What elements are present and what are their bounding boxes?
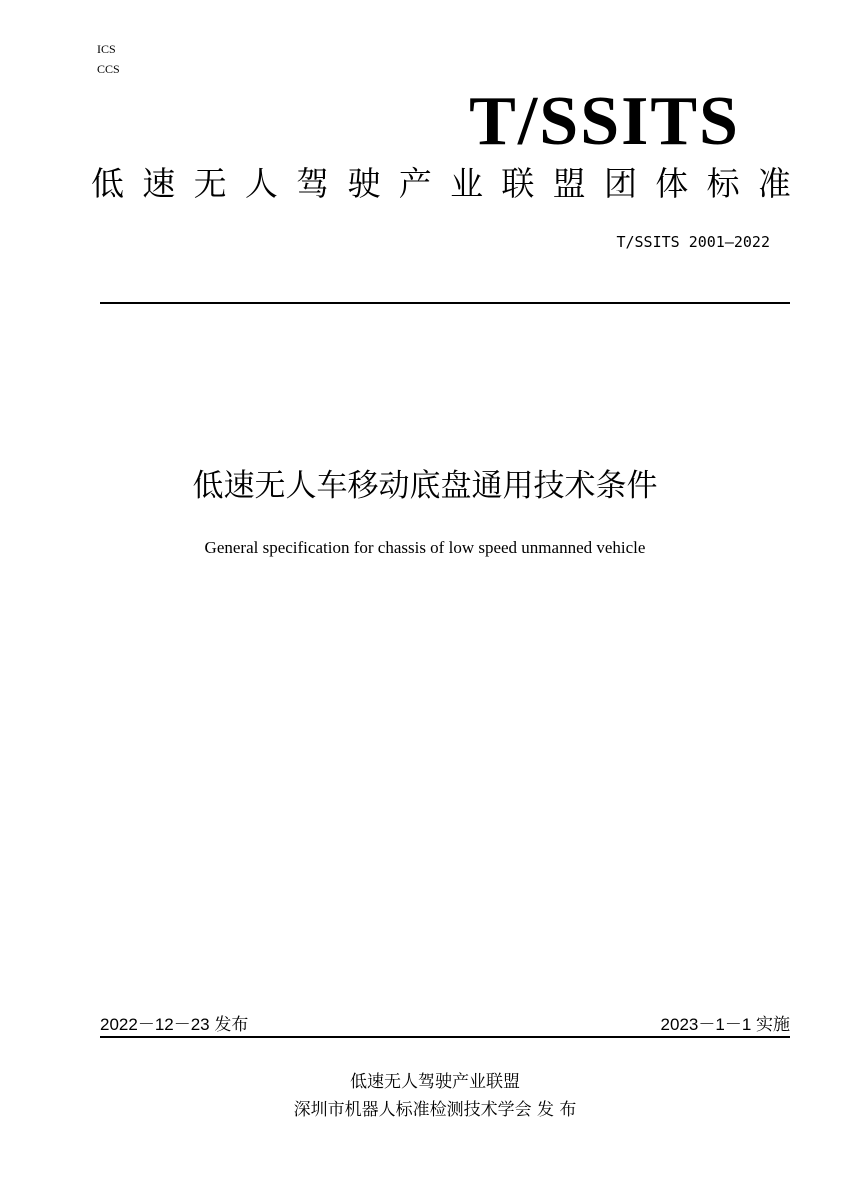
publisher-line-1: 低速无人驾驶产业联盟 <box>350 1072 520 1092</box>
org-title-char: 标 <box>706 164 740 203</box>
org-title-char: 驾 <box>296 164 330 203</box>
org-title-char: 驶 <box>347 164 381 203</box>
top-divider <box>100 302 790 304</box>
org-title-char: 产 <box>398 164 432 203</box>
implementation-date: 2023－1－1 实施 <box>660 1015 790 1034</box>
issue-date: 2022－12－23 发布 <box>100 1015 249 1034</box>
org-title-char: 体 <box>655 164 689 203</box>
org-title-char: 团 <box>603 164 637 203</box>
standard-brand-logo: T/SSITS <box>469 83 740 160</box>
org-title-char: 盟 <box>552 164 586 203</box>
document-title-chinese: 低速无人车移动底盘通用技术条件 <box>192 468 658 504</box>
ccs-code: CCS <box>97 62 120 76</box>
publisher-line-2: 深圳市机器人标准检测技术学会 发 布 <box>293 1100 577 1120</box>
organization-standard-title <box>91 160 791 208</box>
document-title-english: General specification for chassis of low speed unmanned vehicle <box>204 538 646 557</box>
org-title-char: 无 <box>193 164 227 203</box>
ics-code: ICS <box>97 42 116 56</box>
org-title-char: 准 <box>757 164 791 203</box>
standard-number: T/SSITS 2001—2022 <box>616 233 770 251</box>
org-title-char: 速 <box>142 164 176 203</box>
org-title-char: 人 <box>244 164 278 203</box>
org-title-char: 低 <box>91 164 124 203</box>
bottom-divider <box>100 1036 790 1038</box>
org-title-char: 业 <box>450 164 484 203</box>
org-title-char: 联 <box>501 164 535 203</box>
